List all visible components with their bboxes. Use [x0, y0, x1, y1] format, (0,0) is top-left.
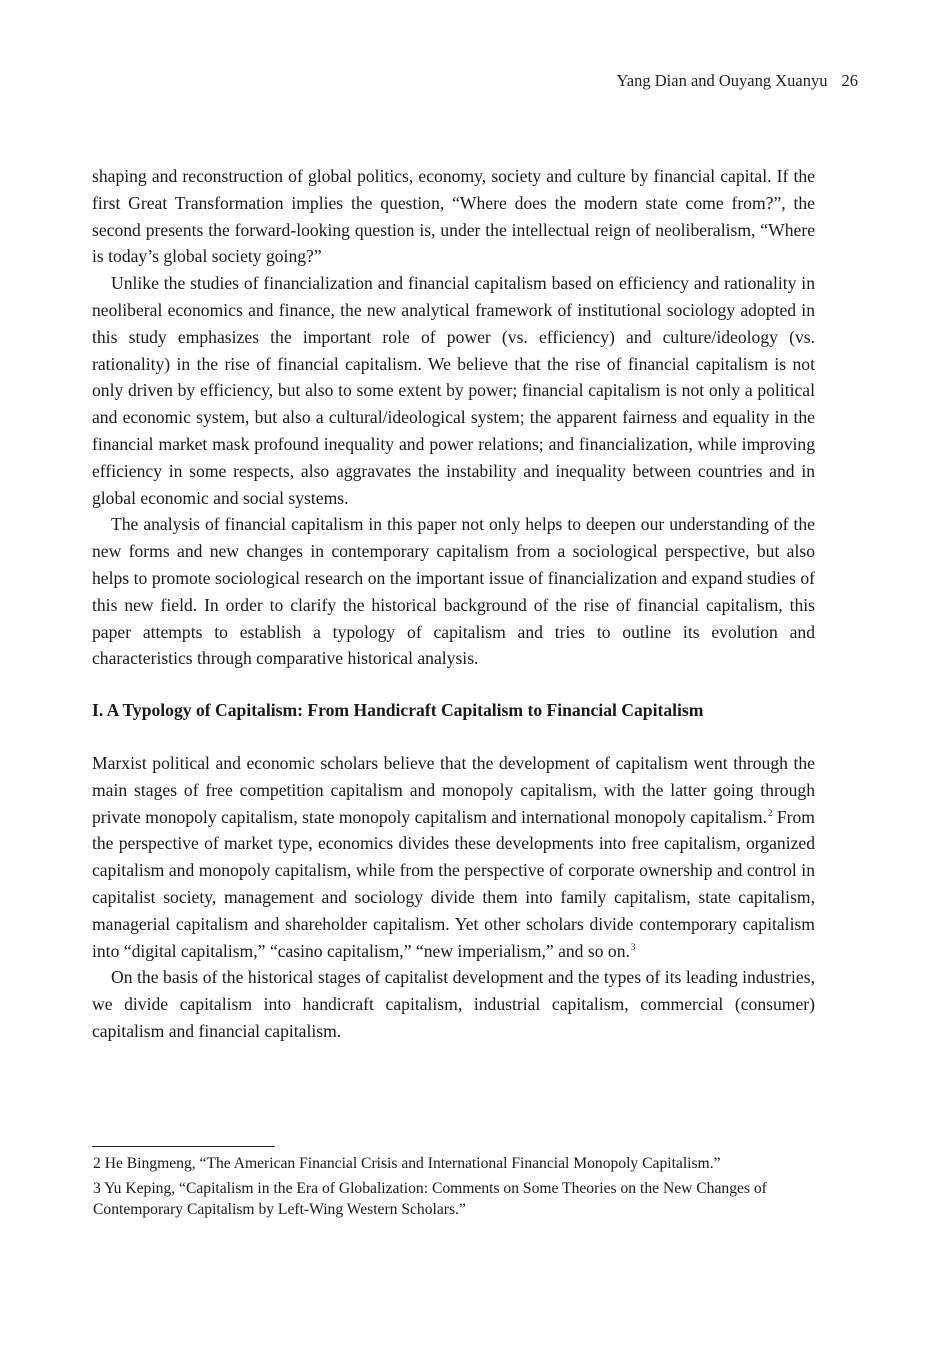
footnote-2: 2 He Bingmeng, “The American Financial Crisis and International Financial Monopoly Capitalism.”: [93, 1155, 721, 1172]
footnotes: [93, 1153, 793, 1224]
header-authors: Yang Dian and Ouyang Xuanyu: [616, 71, 828, 90]
footnote-divider: [92, 1146, 275, 1147]
paragraph-3: The analysis of financial capitalism in this paper not only helps to deepen our understanding of the new forms and new changes in contemporary capitalism from a sociological perspective, but also helps to promote sociological research on the important issue of financialization and expand studies of this new field. In order to clarify the historical background of the rise of financial capitalism, this paper attempts to establish a typology of capitalism and tries to outline its evolution and characteristics through comparative historical analysis.: [92, 514, 815, 669]
paragraph-4-part-b: From the perspective of market type, economics divides these developments into free capitalism, organized capitalism and monopoly capitalism, while from the perspective of corporate ownership and control in capitalist society, management and sociology divide them into family capitalism, state capitalism, managerial capitalism and shareholder capitalism. Yet other scholars divide contemporary capitalism into “digital capitalism,” “casino capitalism,” “new imperialism,” and so on.: [92, 806, 815, 961]
footnote-ref-3[interactable]: 3: [630, 941, 636, 952]
page-number: 26: [841, 71, 858, 90]
paragraph-1: shaping and reconstruction of global politics, economy, society and culture by financial capital. If the first Great Transformation implies the question, “Where does the modern state come from?”, the second presents the forward-looking question is, under the intellectual reign of neoliberalism, “Where is today’s global society going?”: [92, 166, 815, 267]
paragraph-4: [92, 750, 815, 964]
section-heading: I. A Typology of Capitalism: From Handicraft Capitalism to Financial Capitalism: [92, 700, 704, 721]
footnote-ref-2[interactable]: 2: [767, 807, 773, 818]
footnote-3: 3 Yu Keping, “Capitalism in the Era of Globalization: Comments on Some Theories on the New Changes of Contemporary Capitalism by Left-Wing Western Scholars.”: [93, 1180, 767, 1218]
paragraph-5: On the basis of the historical stages of capitalist development and the types of its leading industries, we divide capitalism into handicraft capitalism, industrial capitalism, commercial (consumer) capitalism and financial capitalism.: [92, 967, 815, 1041]
body-text: [92, 163, 815, 1045]
running-header: [617, 70, 858, 92]
paragraph-4-part-a: Marxist political and economic scholars believe that the development of capitalism went through the main stages of free competition capitalism and monopoly capitalism, with the latter going through private monopoly capitalism, state monopoly capitalism and international monopoly capitalism.: [92, 752, 815, 827]
paragraph-2: Unlike the studies of financialization and financial capitalism based on efficiency and rationality in neoliberal economics and finance, the new analytical framework of institutional sociology adopted in this study emphasizes the important role of power (vs. efficiency) and culture/ideology (vs. rationality) in the rise of financial capitalism. We believe that the rise of financial capitalism is not only driven by efficiency, but also to some extent by power; financial capitalism is not only a political and economic system, but also a cultural/ideological system; the apparent fairness and equality in the financial market mask profound inequality and power relations; and financialization, while improving efficiency in some respects, also aggravates the instability and inequality between countries and in global economic and social systems.: [92, 273, 815, 508]
